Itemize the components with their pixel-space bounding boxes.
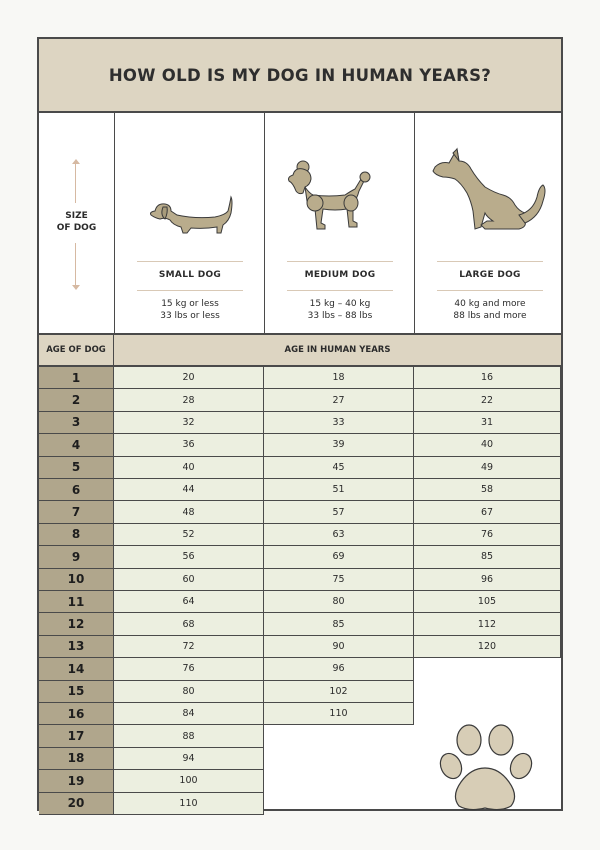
table-row <box>39 681 561 703</box>
dog-size-row <box>39 113 561 335</box>
medium-dog-label: MEDIUM DOG <box>304 270 376 280</box>
table-row <box>39 569 561 591</box>
large-dog-weight-kg: 40 kg and more <box>454 299 526 309</box>
dog-age-cell: 19 <box>39 770 114 792</box>
small-dog-human-age-cell: 110 <box>114 793 264 815</box>
small-dog-human-age-cell: 80 <box>114 681 264 703</box>
medium-dog-human-age-cell: 33 <box>264 412 414 434</box>
dog-age-cell: 3 <box>39 412 114 434</box>
table-row <box>39 412 561 434</box>
dog-age-cell: 6 <box>39 479 114 501</box>
dog-age-cell: 1 <box>39 367 114 389</box>
medium-dog-human-age-cell <box>264 793 414 815</box>
small-dog-human-age-cell: 88 <box>114 725 264 747</box>
size-of-dog-label: SIZE OF DOG <box>56 211 97 233</box>
table-row <box>39 479 561 501</box>
medium-dog-human-age-cell: 110 <box>264 703 414 725</box>
large-dog-human-age-cell <box>414 703 561 725</box>
small-dog-human-age-cell: 64 <box>114 591 264 613</box>
large-dog-human-age-cell: 16 <box>414 367 561 389</box>
table-row <box>39 524 561 546</box>
large-dog-human-age-cell: 31 <box>414 412 561 434</box>
medium-dog-human-age-cell: 45 <box>264 457 414 479</box>
medium-dog-cell <box>264 113 414 333</box>
medium-dog-human-age-cell: 75 <box>264 569 414 591</box>
dog-age-chart <box>37 37 563 811</box>
paw-print-icon <box>439 724 539 814</box>
dachshund-icon <box>115 183 265 243</box>
medium-dog-human-age-cell <box>264 770 414 792</box>
small-dog-human-age-cell: 60 <box>114 569 264 591</box>
medium-dog-human-age-cell: 51 <box>264 479 414 501</box>
small-dog-human-age-cell: 56 <box>114 546 264 568</box>
small-dog-human-age-cell: 72 <box>114 636 264 658</box>
large-dog-icon <box>415 131 565 241</box>
age-in-human-years-header: AGE IN HUMAN YEARS <box>284 345 391 355</box>
table-row <box>39 501 561 523</box>
small-dog-weight-lbs: 33 lbs or less <box>160 311 220 321</box>
medium-dog-weight-lbs: 33 lbs – 88 lbs <box>307 311 373 321</box>
small-dog-human-age-cell: 48 <box>114 501 264 523</box>
table-row <box>39 591 561 613</box>
table-row <box>39 389 561 411</box>
medium-dog-human-age-cell: 27 <box>264 389 414 411</box>
large-dog-human-age-cell <box>414 658 561 680</box>
medium-dog-human-age-cell: 63 <box>264 524 414 546</box>
small-dog-human-age-cell: 52 <box>114 524 264 546</box>
medium-dog-weight-kg: 15 kg – 40 kg <box>309 299 371 309</box>
dog-age-cell: 20 <box>39 793 114 815</box>
medium-dog-human-age-cell: 69 <box>264 546 414 568</box>
dog-age-cell: 5 <box>39 457 114 479</box>
large-dog-human-age-cell: 49 <box>414 457 561 479</box>
medium-dog-human-age-cell: 90 <box>264 636 414 658</box>
table-row <box>39 703 561 725</box>
table-row <box>39 434 561 456</box>
medium-dog-human-age-cell <box>264 725 414 747</box>
medium-dog-human-age-cell: 102 <box>264 681 414 703</box>
large-dog-weight-lbs: 88 lbs and more <box>453 311 527 321</box>
small-dog-human-age-cell: 20 <box>114 367 264 389</box>
small-dog-human-age-cell: 76 <box>114 658 264 680</box>
title-bar <box>39 39 561 113</box>
small-dog-human-age-cell: 44 <box>114 479 264 501</box>
large-dog-human-age-cell: 85 <box>414 546 561 568</box>
dog-age-cell: 8 <box>39 524 114 546</box>
dog-age-cell: 13 <box>39 636 114 658</box>
medium-dog-human-age-cell: 80 <box>264 591 414 613</box>
large-dog-human-age-cell: 112 <box>414 613 561 635</box>
dog-age-cell: 9 <box>39 546 114 568</box>
large-dog-cell <box>414 113 561 333</box>
table-row <box>39 546 561 568</box>
dog-age-cell: 18 <box>39 748 114 770</box>
small-dog-human-age-cell: 40 <box>114 457 264 479</box>
dog-age-cell: 4 <box>39 434 114 456</box>
large-dog-human-age-cell: 40 <box>414 434 561 456</box>
small-dog-human-age-cell: 28 <box>114 389 264 411</box>
table-row <box>39 457 561 479</box>
large-dog-human-age-cell: 58 <box>414 479 561 501</box>
large-dog-human-age-cell: 96 <box>414 569 561 591</box>
medium-dog-human-age-cell: 18 <box>264 367 414 389</box>
small-dog-cell <box>114 113 264 333</box>
small-dog-human-age-cell: 100 <box>114 770 264 792</box>
large-dog-human-age-cell: 120 <box>414 636 561 658</box>
medium-dog-human-age-cell: 57 <box>264 501 414 523</box>
table-row <box>39 613 561 635</box>
dog-age-cell: 15 <box>39 681 114 703</box>
poodle-icon <box>265 157 415 237</box>
small-dog-human-age-cell: 94 <box>114 748 264 770</box>
table-row <box>39 658 561 680</box>
large-dog-human-age-cell: 22 <box>414 389 561 411</box>
table-header <box>39 335 561 367</box>
size-label-cell <box>39 113 114 333</box>
table-row <box>39 636 561 658</box>
dog-age-cell: 12 <box>39 613 114 635</box>
small-dog-weight-kg: 15 kg or less <box>161 299 219 309</box>
small-dog-human-age-cell: 36 <box>114 434 264 456</box>
large-dog-human-age-cell: 76 <box>414 524 561 546</box>
table-row <box>39 367 561 389</box>
small-dog-label: SMALL DOG <box>158 270 222 280</box>
medium-dog-human-age-cell <box>264 748 414 770</box>
large-dog-human-age-cell <box>414 681 561 703</box>
small-dog-human-age-cell: 84 <box>114 703 264 725</box>
dog-age-cell: 17 <box>39 725 114 747</box>
medium-dog-human-age-cell: 39 <box>264 434 414 456</box>
page-title: HOW OLD IS MY DOG IN HUMAN YEARS? <box>108 65 492 85</box>
medium-dog-human-age-cell: 96 <box>264 658 414 680</box>
large-dog-human-age-cell: 67 <box>414 501 561 523</box>
large-dog-label: LARGE DOG <box>459 270 521 280</box>
small-dog-human-age-cell: 68 <box>114 613 264 635</box>
dog-age-cell: 2 <box>39 389 114 411</box>
arrow-down-icon <box>72 285 80 290</box>
large-dog-human-age-cell: 105 <box>414 591 561 613</box>
dog-age-cell: 7 <box>39 501 114 523</box>
dog-age-cell: 10 <box>39 569 114 591</box>
dog-age-cell: 11 <box>39 591 114 613</box>
small-dog-human-age-cell: 32 <box>114 412 264 434</box>
arrow-up-icon <box>72 159 80 164</box>
age-of-dog-header: AGE OF DOG <box>39 335 114 365</box>
dog-age-cell: 14 <box>39 658 114 680</box>
dog-age-cell: 16 <box>39 703 114 725</box>
medium-dog-human-age-cell: 85 <box>264 613 414 635</box>
